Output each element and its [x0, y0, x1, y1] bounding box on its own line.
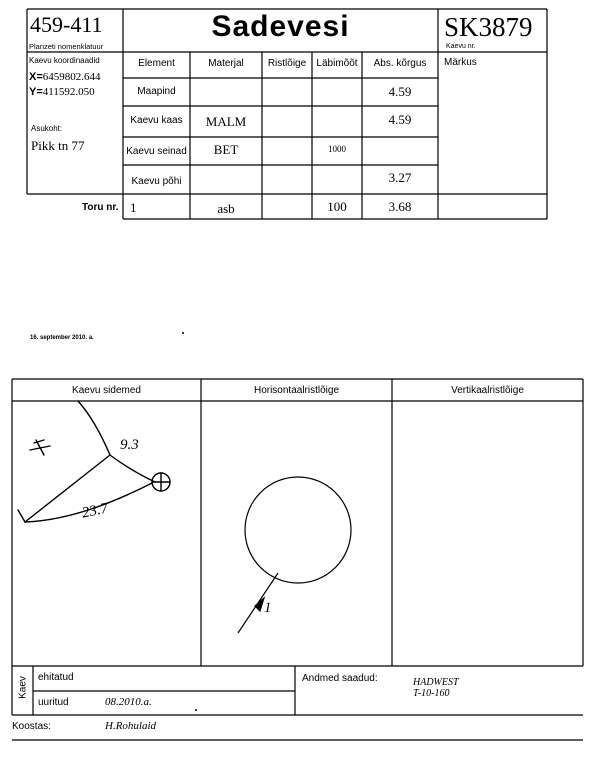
row-material: MALM — [205, 114, 247, 129]
row-height: 4.59 — [388, 112, 412, 127]
col-diameter: Läbimõõt — [316, 58, 358, 69]
x-coordinate — [29, 71, 101, 83]
y-coordinate — [29, 86, 95, 98]
well-side-label: Kaev — [17, 676, 29, 699]
pipe-diameter: 100 — [327, 199, 347, 214]
sheet-caption: Planzeti nomenklatuur — [29, 42, 104, 51]
row-element: Maapind — [137, 86, 176, 97]
location-value: Pikk tn 77 — [31, 138, 85, 153]
coords-label: Kaevu koordinaadid — [29, 56, 100, 65]
panel-title-horizontal: Horisontaalristlõige — [253, 385, 340, 396]
x-label: X= — [29, 71, 43, 83]
data-source-label: Andmed saadud: — [302, 673, 378, 684]
pipe-material: asb — [217, 201, 235, 216]
compiled-value: H.Rohulaid — [105, 720, 157, 732]
row-diameter: 1000 — [328, 144, 346, 154]
panel-title-vertical: Vertikaalristlõige — [451, 385, 524, 396]
x-value: 6459802.644 — [42, 71, 101, 83]
surveyed-value: 08.2010.a. — [105, 696, 152, 708]
row-element: Kaevu kaas — [130, 115, 183, 126]
remarks-label: Märkus — [444, 57, 477, 68]
row-element: Kaevu põhi — [131, 176, 182, 187]
col-element: Element — [138, 58, 175, 69]
sketch-distance-top: 9.3 — [120, 437, 139, 453]
pipe-number-sketch: 1 — [264, 600, 272, 616]
document-date: 16. september 2010. a. — [30, 335, 94, 341]
row-height: 4.59 — [388, 84, 412, 99]
row-height: 3.27 — [388, 170, 412, 185]
location-label: Asukoht: — [31, 124, 63, 133]
panel-title-connections: Kaevu sidemed — [72, 385, 141, 396]
pipe-height: 3.68 — [388, 199, 412, 214]
y-label: Y= — [29, 86, 43, 98]
data-source-line1: HADWEST — [413, 677, 459, 688]
page-title: Sadevesi — [211, 10, 350, 43]
sheet-number: 459-411 — [30, 12, 103, 37]
surveyed-label: uuritud — [38, 697, 69, 708]
pipe-label: Toru nr. — [82, 202, 119, 213]
data-source-line2: T-10-160 — [413, 688, 450, 699]
col-height: Abs. kõrgus — [373, 58, 427, 69]
col-material: Materjal — [208, 58, 244, 69]
row-element: Kaevu seinad — [126, 146, 187, 157]
col-section: Ristlõige — [267, 58, 307, 69]
well-caption: Kaevu nr. — [446, 43, 476, 50]
row-material: BET — [213, 142, 239, 157]
pipe-number: 1 — [130, 200, 137, 215]
sketch-distance-bottom: 23.7 — [80, 500, 110, 522]
y-value: 411592.050 — [42, 86, 95, 98]
horizontal-section-drawing — [238, 477, 351, 633]
well-id: SK3879 — [444, 12, 533, 42]
compiled-label: Koostas: — [12, 721, 51, 732]
built-label: ehitatud — [38, 672, 74, 683]
